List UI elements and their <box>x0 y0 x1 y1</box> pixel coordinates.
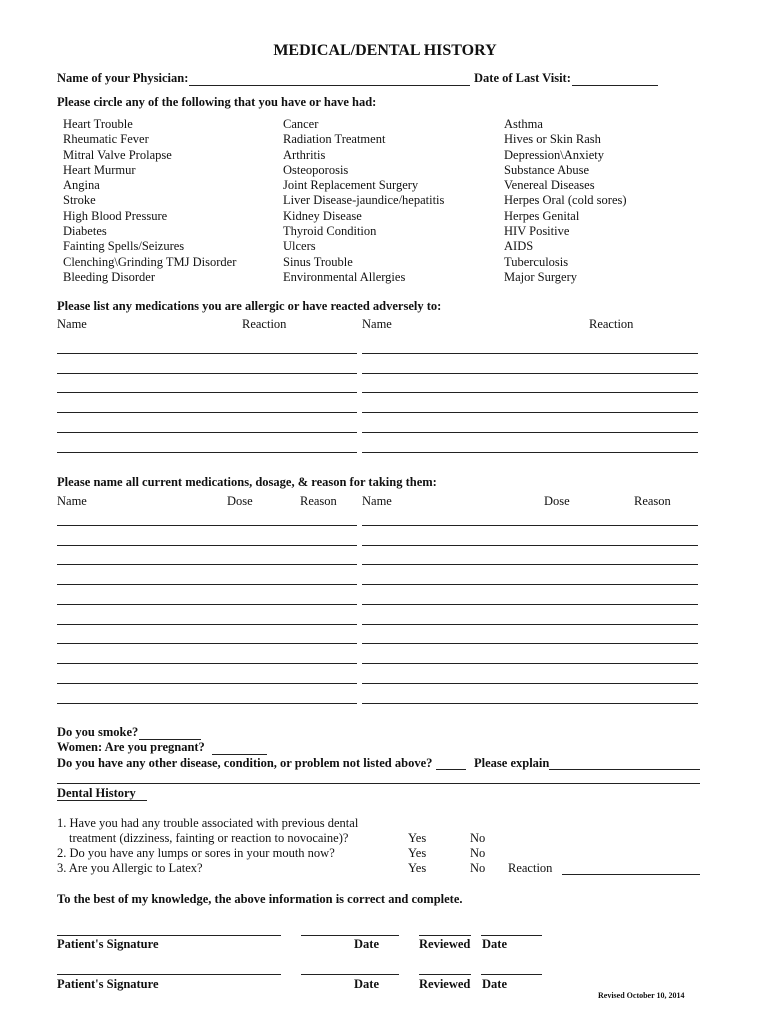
med-col-name: Name <box>57 494 87 508</box>
condition-item[interactable]: Thyroid Condition <box>283 224 377 239</box>
conditions-col-1 <box>63 117 236 285</box>
allergy-col-name-2: Name <box>362 317 392 331</box>
medication-line[interactable] <box>362 624 698 625</box>
reviewed-field-2[interactable] <box>419 974 471 975</box>
allergy-line[interactable] <box>362 353 698 354</box>
other-disease-field[interactable] <box>436 769 466 770</box>
date-label-2: Date <box>354 977 379 991</box>
explain-field-2[interactable] <box>57 783 700 784</box>
medication-line[interactable] <box>57 525 357 526</box>
medication-line[interactable] <box>57 564 357 565</box>
medication-line[interactable] <box>362 643 698 644</box>
q3-yes[interactable]: Yes <box>408 861 427 875</box>
allergy-line[interactable] <box>57 412 357 413</box>
medication-line[interactable] <box>57 663 357 664</box>
med-col-reason: Reason <box>300 494 337 508</box>
allergy-line[interactable] <box>57 353 357 354</box>
condition-item[interactable]: Tuberculosis <box>504 254 569 269</box>
explain-label: Please explain <box>474 756 550 770</box>
condition-item[interactable]: Asthma <box>504 117 543 131</box>
date-field-2[interactable] <box>301 974 399 975</box>
conditions-col-3 <box>504 117 627 285</box>
allergies-prompt: Please list any medications you are allergic or have reacted adversely to: <box>57 299 442 313</box>
reviewed-field[interactable] <box>419 935 471 936</box>
smoke-question: Do you smoke? <box>57 725 139 739</box>
q3-no[interactable]: No <box>470 861 486 875</box>
allergy-line[interactable] <box>362 452 698 453</box>
reviewed-date-label: Date <box>482 937 507 951</box>
medication-line[interactable] <box>57 683 357 684</box>
dental-q3: 3. Are you Allergic to Latex? <box>57 861 203 875</box>
allergy-line[interactable] <box>57 452 357 453</box>
condition-item[interactable]: Liver Disease-jaundice/hepatitis <box>283 193 445 208</box>
medications-prompt: Please name all current medications, dosage, & reason for taking them: <box>57 475 437 489</box>
reaction-field[interactable] <box>562 874 700 875</box>
medication-line[interactable] <box>57 624 357 625</box>
date-field[interactable] <box>301 935 399 936</box>
last-visit-label: Date of Last Visit: <box>474 71 571 85</box>
condition-item[interactable]: HIV Positive <box>504 224 570 239</box>
other-disease-question: Do you have any other disease, condition, or problem not listed above? <box>57 756 433 770</box>
condition-item[interactable]: Radiation Treatment <box>283 132 386 147</box>
dental-q1-line1: 1. Have you had any trouble associated with previous dental <box>57 816 359 830</box>
condition-item[interactable]: Heart Murmur <box>63 162 136 177</box>
medication-line[interactable] <box>362 564 698 565</box>
medication-line[interactable] <box>57 703 357 704</box>
allergy-line[interactable] <box>57 392 357 393</box>
condition-item[interactable]: Heart Trouble <box>63 117 133 131</box>
dental-q1-line2: treatment (dizziness, fainting or reaction to novocaine)? <box>69 831 349 845</box>
physician-label: Name of your Physician: <box>57 71 189 85</box>
revised-note: Revised October 10, 2014 <box>598 991 685 1000</box>
condition-item[interactable]: Arthritis <box>283 147 326 162</box>
condition-item[interactable]: Sinus Trouble <box>283 254 353 269</box>
med-col-reason-2: Reason <box>634 494 671 508</box>
conditions-prompt: Please circle any of the following that you have or have had: <box>57 95 377 109</box>
patient-signature-field[interactable] <box>57 935 281 936</box>
pregnant-question: Women: Are you pregnant? <box>57 740 205 754</box>
allergy-col-reaction-2: Reaction <box>589 317 634 331</box>
date-label: Date <box>354 937 379 951</box>
medication-line[interactable] <box>362 584 698 585</box>
condition-item[interactable]: Ulcers <box>283 239 316 254</box>
allergy-line[interactable] <box>362 432 698 433</box>
dental-q2: 2. Do you have any lumps or sores in your mouth now? <box>57 846 335 860</box>
condition-item[interactable]: Bleeding Disorder <box>63 269 155 284</box>
condition-item[interactable]: Mitral Valve Prolapse <box>63 147 172 162</box>
patient-signature-label: Patient's Signature <box>57 937 159 951</box>
allergy-line[interactable] <box>57 432 357 433</box>
condition-item[interactable]: Kidney Disease <box>283 208 362 223</box>
medication-line[interactable] <box>362 663 698 664</box>
reviewed-date-field-2[interactable] <box>481 974 542 975</box>
condition-item[interactable]: Depression\Anxiety <box>504 147 604 162</box>
q2-yes[interactable]: Yes <box>408 846 427 860</box>
page-title: MEDICAL/DENTAL HISTORY <box>273 42 497 59</box>
condition-item[interactable]: Cancer <box>283 117 319 131</box>
medication-line[interactable] <box>362 604 698 605</box>
condition-item[interactable]: Osteoporosis <box>283 162 349 177</box>
pregnant-field[interactable] <box>212 754 267 755</box>
reviewed-label-2: Reviewed <box>419 977 471 991</box>
med-col-dose-2: Dose <box>544 494 570 508</box>
dental-heading-text: Dental History <box>57 786 136 800</box>
medication-line[interactable] <box>57 604 357 605</box>
explain-field[interactable] <box>549 769 700 770</box>
condition-item[interactable]: Joint Replacement Surgery <box>283 178 419 193</box>
dental-heading-underline <box>57 800 147 801</box>
condition-item[interactable]: Substance Abuse <box>504 162 590 177</box>
condition-item[interactable]: Diabetes <box>63 224 107 239</box>
medication-line[interactable] <box>57 584 357 585</box>
reviewed-date-field[interactable] <box>481 935 542 936</box>
allergy-col-reaction: Reaction <box>242 317 287 331</box>
condition-item[interactable]: Herpes Genital <box>504 208 580 223</box>
allergy-line[interactable] <box>362 412 698 413</box>
condition-item[interactable]: Angina <box>63 178 100 193</box>
patient-signature-label-2: Patient's Signature <box>57 977 159 991</box>
allergy-line[interactable] <box>57 373 357 374</box>
medication-line[interactable] <box>57 643 357 644</box>
condition-item[interactable]: Herpes Oral (cold sores) <box>504 193 627 208</box>
medication-line[interactable] <box>362 703 698 704</box>
reaction-label: Reaction <box>508 861 553 875</box>
condition-item[interactable]: Hives or Skin Rash <box>504 132 601 147</box>
dental-heading <box>57 786 136 801</box>
attestation: To the best of my knowledge, the above information is correct and complete. <box>57 892 463 906</box>
condition-item[interactable]: Venereal Diseases <box>504 178 595 193</box>
med-col-dose: Dose <box>227 494 253 508</box>
condition-item[interactable]: Clenching\Grinding TMJ Disorder <box>63 254 237 269</box>
conditions-col-2 <box>283 117 444 285</box>
condition-item[interactable]: High Blood Pressure <box>63 208 168 223</box>
reviewed-label: Reviewed <box>419 937 471 951</box>
patient-signature-field-2[interactable] <box>57 974 281 975</box>
condition-item[interactable]: Major Surgery <box>504 269 578 284</box>
condition-item[interactable]: AIDS <box>504 239 534 254</box>
q1-yes[interactable]: Yes <box>408 831 427 845</box>
q2-no[interactable]: No <box>470 846 486 860</box>
medication-line[interactable] <box>362 525 698 526</box>
med-col-name-2: Name <box>362 494 392 508</box>
condition-item[interactable]: Rheumatic Fever <box>63 132 149 147</box>
condition-item[interactable]: Environmental Allergies <box>283 269 406 284</box>
allergy-line[interactable] <box>362 373 698 374</box>
medication-line[interactable] <box>57 545 357 546</box>
condition-item[interactable]: Fainting Spells/Seizures <box>63 239 185 254</box>
last-visit-field[interactable] <box>572 85 658 86</box>
allergy-col-name: Name <box>57 317 87 331</box>
q1-no[interactable]: No <box>470 831 486 845</box>
physician-field[interactable] <box>189 85 470 86</box>
reviewed-date-label-2: Date <box>482 977 507 991</box>
condition-item[interactable]: Stroke <box>63 193 96 208</box>
medication-line[interactable] <box>362 545 698 546</box>
medication-line[interactable] <box>362 683 698 684</box>
allergy-line[interactable] <box>362 392 698 393</box>
